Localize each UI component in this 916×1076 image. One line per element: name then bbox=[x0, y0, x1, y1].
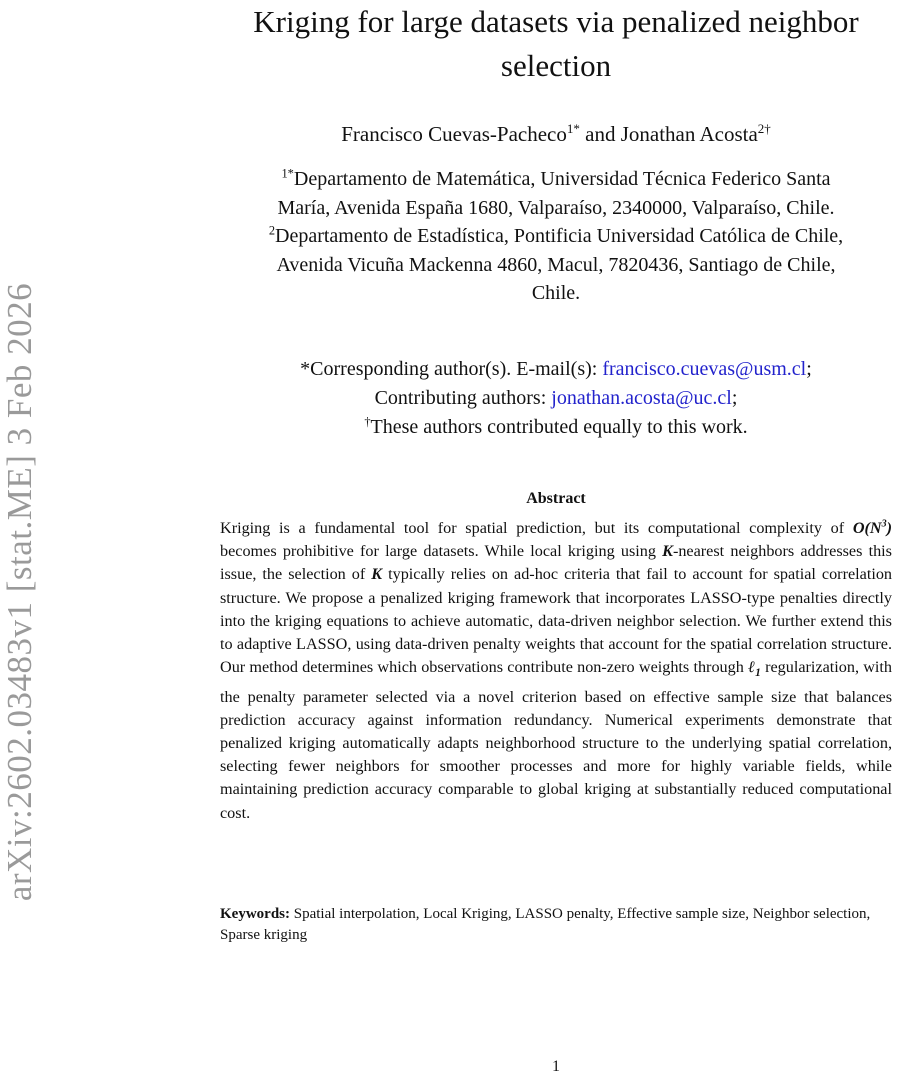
contributing-authors-line: Contributing authors: jonathan.acosta@uc.cl; bbox=[374, 386, 738, 409]
equal-contribution-note: †These authors contributed equally to this work. bbox=[364, 413, 748, 438]
author-conjunction: and bbox=[585, 122, 616, 146]
corresponding-author-line: *Corresponding author(s). E-mail(s): francisco.cuevas@usm.cl; bbox=[300, 358, 812, 380]
correspondence-block bbox=[200, 355, 912, 441]
author-affiliation-mark: 1* bbox=[566, 121, 580, 136]
paper-title: Kriging for large datasets via penalized neighbor selection bbox=[253, 4, 859, 83]
abstract-body: Kriging is a fundamental tool for spatial prediction, but its computational complexity of $O(N^3)$ becomes prohibitive for large datasets. While local kriging using K-nearest neighbors addresses this issue, the selection of K typically relies on ad-hoc criteria that fail to account for spatial correlation structure. We propose a penalized kriging framework that incorporates LASSO-type penalties directly into the kriging equations to achieve automatic, data-driven neighbor selection. We further extend this to adaptive LASSO, using data-driven penalty weights that account for the spatial correlation structure. Our method determines which observations contribute non-zero weights through ℓ$_1$ regularization, with the penalty parameter selected via a novel criterion based on effective sample size that balances prediction accuracy against information redundancy. Numerical experiments demonstrate that penalized kriging automatically adapts neighborhood structure to the underlying spatial correlation, selecting fewer neighbors for smoother processes and more for highly variable fields, while maintaining prediction accuracy comparable to global kriging at substantially reduced computational cost. bbox=[220, 518, 893, 822]
math-l1: ℓ$_1$ bbox=[748, 658, 761, 680]
keywords bbox=[220, 904, 880, 946]
author-line bbox=[200, 120, 912, 148]
affiliations bbox=[190, 165, 916, 308]
keywords-label: Keywords: bbox=[220, 906, 290, 922]
math-k: K bbox=[371, 565, 383, 584]
arxiv-identifier-stamp: arXiv:2602.03483v1 [stat.ME] 3 Feb 2026 bbox=[0, 282, 39, 902]
affiliation-mark: 1* bbox=[281, 166, 294, 181]
affiliation-line: Chile. bbox=[531, 282, 581, 305]
author-name: Francisco Cuevas-Pacheco bbox=[341, 122, 567, 146]
keywords-text: Spatial interpolation, Local Kriging, LASSO penalty, Effective sample size, Neighbor selection, Sparse kriging bbox=[220, 906, 871, 943]
math-k: K bbox=[662, 542, 673, 561]
affiliation-line: $^{1*}$Departamento de Matemática, Universidad Técnica Federico Santa bbox=[281, 166, 831, 190]
corresponding-email-link[interactable]: francisco.cuevas@usm.cl bbox=[602, 358, 807, 380]
affiliation-line: Avenida Vicuña Mackenna 4860, Macul, 7820436, Santiago de Chile, bbox=[276, 253, 836, 276]
affiliation-line: $^2$Departamento de Estadística, Pontificia Universidad Católica de Chile, bbox=[268, 223, 844, 248]
dagger-mark: † bbox=[364, 413, 371, 428]
author-name: Jonathan Acosta bbox=[620, 122, 758, 146]
page-number: 1 bbox=[552, 1058, 560, 1075]
affiliation-line: María, Avenida España 1680, Valparaíso, 2340000, Valparaíso, Chile. bbox=[277, 196, 835, 219]
math-complexity: $O(N^3)$ bbox=[852, 518, 892, 537]
affiliation-mark: 2 bbox=[268, 223, 276, 238]
author-affiliation-mark: 2† bbox=[757, 121, 771, 136]
abstract-heading: Abstract bbox=[526, 490, 586, 507]
contributing-email-link[interactable]: jonathan.acosta@uc.cl bbox=[551, 386, 732, 409]
